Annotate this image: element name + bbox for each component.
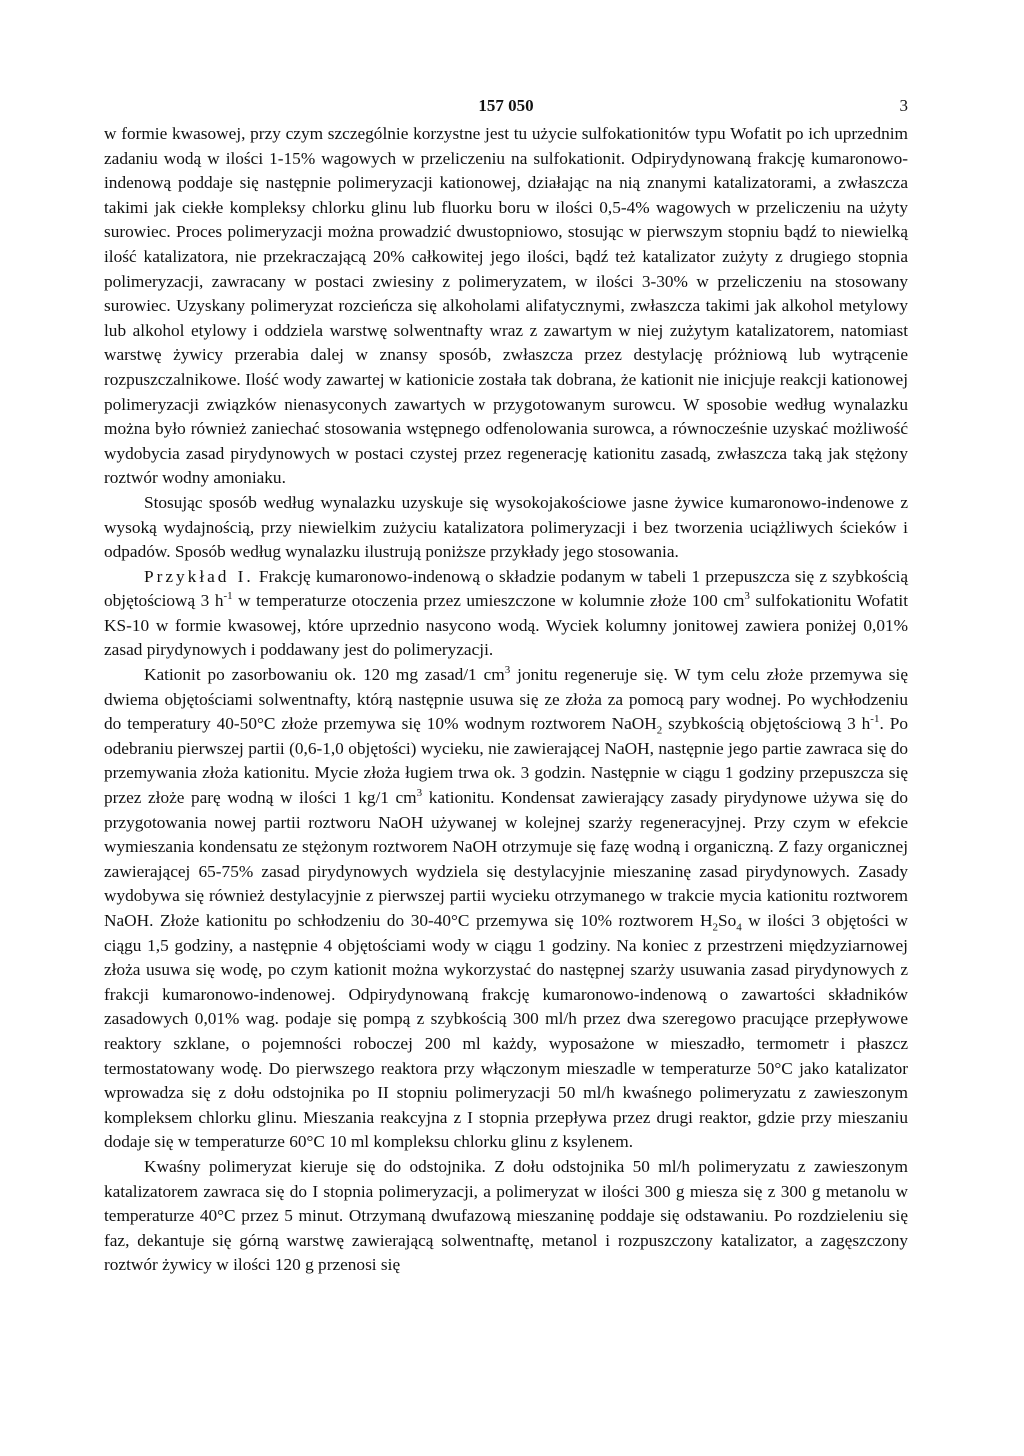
text-run: w ilości 3 objętości w ciągu 1,5 godziny, a następnie 4 objętościami wody w ciągu 1 godziny. Na koniec z przestrzeni międzyziarnowej złoża usuwa się wodę, po czym kationit można wykorzystać do następnej szarży usuwania zasad pirydynowych z frakcji kumaronowo-indenowej. Odpirydynowaną frakcję kumaronowo-indenową o zawartości składników zasadowych 0,01% wag. podaje się pompą z szybkością 300 ml/h przez dwa szeregowo pracujące przepływowe reaktory szklane, o pojemności roboczej 200 ml każdy, wyposażone w mieszadło, termometr i płaszcz termostatowany wodę. Do pierwszego reaktora przy włączonym mieszadle w temperaturze 50°C jako katalizator wprowadza się z dołu odstojnika po II stopniu polimeryzacji 50 ml/h kwaśnego polimeryzatu z zawieszonym kompleksem chlorku glinu. Mieszania reakcyjna z I stopnia przepływa przez drugi reaktor, gdzie przy mieszaniu dodaje się w temperaturze 60°C 10 ml kompleksu chlorku glinu z ksylenem. <box>104 911 908 1152</box>
paragraph <box>104 663 908 1155</box>
text-sup: 3 <box>416 787 423 800</box>
text-run: w formie kwasowej, przy czym szczególnie korzystne jest tu użycie sulfokationitów typu Wofatit po ich uprzednim zadaniu wodą w ilości 1-15% wagowych w przeliczeniu na sulfokationit. Odpirydynowaną frakcję kumaronowo-indenową poddaje się następnie polimeryzacji kationowej, działając na nią znanymi katalizatorami, a zwłaszcza takimi jak ciekłe kompleksy chlorku glinu lub fluorku boru w ilości 0,5-4% wagowych w przeliczeniu na użyty surowiec. Proces polimeryzacji można prowadzić dwustopniowo, stosując w pierwszym stopniu bądź to niewielką ilość katalizatora, nie przekraczającą 20% całkowitej jego ilości, bądź też katalizator zużyty z drugiego stopnia polimeryzacji, zawracany w postaci zwiesiny z polimeryzatem, w ilości 3-30% w przeliczeniu na stosowany surowiec. Uzyskany polimeryzat rozcieńcza się alkoholami alifatycznymi, zwłaszcza takimi jak alkohol metylowy lub alkohol etylowy i oddziela warstwę solwentnafty wraz z zawartym w niej zużytym katalizatorem, natomiast warstwę żywicy przerabia dalej w znansy sposób, zwłaszcza przez destylację próżniową lub wytrącenie rozpuszczalnikowe. Ilość wody zawartej w kationicie została tak dobrana, że kationit nie inicjuje reakcji kationowej polimeryzacji związków nienasyconych zawartych w przygotowanym surowcu. W sposobie według wynalazku można było również zaniechać stosowania wstępnego odfenolowania surowca, a równocześnie uzyskać możliwość wydobycia zasad pirydynowych w postaci czystej przez regenerację kationitu zasadą, zwłaszcza taką jak stężony roztwór wodny amoniaku. <box>104 124 908 488</box>
text-sub: 2 <box>656 724 663 737</box>
text-run: Kwaśny polimeryzat kieruje się do odstojnika. Z dołu odstojnika 50 ml/h polimeryzatu z zawieszonym katalizatorem zawraca się do I stopnia polimeryzacji, a polimeryzat w ilości 300 g miesza się z 300 g metanolu w temperaturze 40°C przez 5 minut. Otrzymaną dwufazową mieszaninę poddaje się odstawaniu. Po rozdzieleniu się faz, dekantuje się górną warstwę zawierającą solwentnaftę, metanol i rozpuszczony katalizator, a zagęszczony roztwór żywicy w ilości 120 g przenosi się <box>104 1156 908 1275</box>
paragraph <box>104 1155 908 1278</box>
body-text <box>104 122 908 1278</box>
example-heading: Przykład I. <box>144 566 254 586</box>
text-run: sulfokationitu Wofatit KS-10 w formie kwasowej, które uprzednio nasycono wodą. Wyciek kolumny jonitowej zawiera poniżej 0,01% zasad pirydynowych i poddawany jest do polimeryzacji. <box>104 591 908 660</box>
text-sub: 2 <box>712 921 718 934</box>
text-run: w temperaturze otoczenia przez umieszczone w kolumnie złoże 100 cm <box>232 591 745 611</box>
text-sup: 3 <box>504 664 511 677</box>
text-run: Kationit po zasorbowaniu ok. 120 mg zasad/1 cm <box>144 665 505 685</box>
text-run: jonitu regeneruje się. W tym celu złoże przemywa się dwiema objętościami solwentnafty, którą następnie usuwa się ze złoża za pomocą pary wodnej. Po wychłodzeniu do temperatury 40-50°C złoże przemywa się 10% wodnym roztworem NaOH <box>104 665 908 734</box>
page-number: 3 <box>899 96 908 115</box>
text-sup: -1 <box>223 590 233 603</box>
text-run: . Po odebraniu pierwszej partii (0,6-1,0 objętości) wycieku, nie zawierającej NaOH, następnie jego partie zawraca się do przemywania złoża kationitu. Mycie złoża ługiem trwa ok. 3 godzin. Następnie w ciągu 1 godziny przepuszcza się przez złoże parę wodną w ilości 1 kg/1 cm <box>104 714 908 808</box>
text-sup: 3 <box>744 590 750 603</box>
page-header <box>104 96 908 122</box>
paragraph <box>104 491 908 565</box>
text-sup: -1 <box>870 713 880 726</box>
text-run: szybkością objętościową 3 h <box>662 714 871 734</box>
document-page <box>104 96 908 1278</box>
text-run: Stosując sposób według wynalazku uzyskuje się wysokojakościowe jasne żywice kumaronowo-indenowe z wysoką wydajnością, przy niewielkim zużyciu katalizatora polimeryzacji i bez tworzenia uciążliwych ścieków i odpadów. Sposób według wynalazku ilustrują poniższe przykłady jego stosowania. <box>104 492 908 562</box>
text-run: kationitu. Kondensat zawierający zasady pirydynowe używa się do przygotowania nowej partii roztworu NaOH używanej w kolejnej szarży regeneracyjnej. Przy czym w efekcie wymieszania kondensatu ze stężonym roztworem NaOH otrzymuje się fazę wodną i organiczną. Z fazy organicznej zawierającej 65-75% zasad pirydynowych wydziela się destylacyjnie mieszaninę zasad pirydynowych. Zasady wydobywa się również destylacyjnie z pierwszej partii wycieku otrzymanego w trakcie mycia kationitu roztworem NaOH. Złoże kationitu po schłodzeniu do 30-40°C przemywa się 10% roztworem H <box>104 788 908 930</box>
text-run: So <box>717 911 737 930</box>
paragraph <box>104 122 908 491</box>
paragraph <box>104 565 908 663</box>
text-run: Frakcję kumaronowo-indenową o składzie podanym w tabeli 1 przepuszcza się z szybkością objętościową 3 h <box>104 566 908 611</box>
patent-number: 157 050 <box>478 96 534 115</box>
text-sub: 4 <box>736 921 742 934</box>
